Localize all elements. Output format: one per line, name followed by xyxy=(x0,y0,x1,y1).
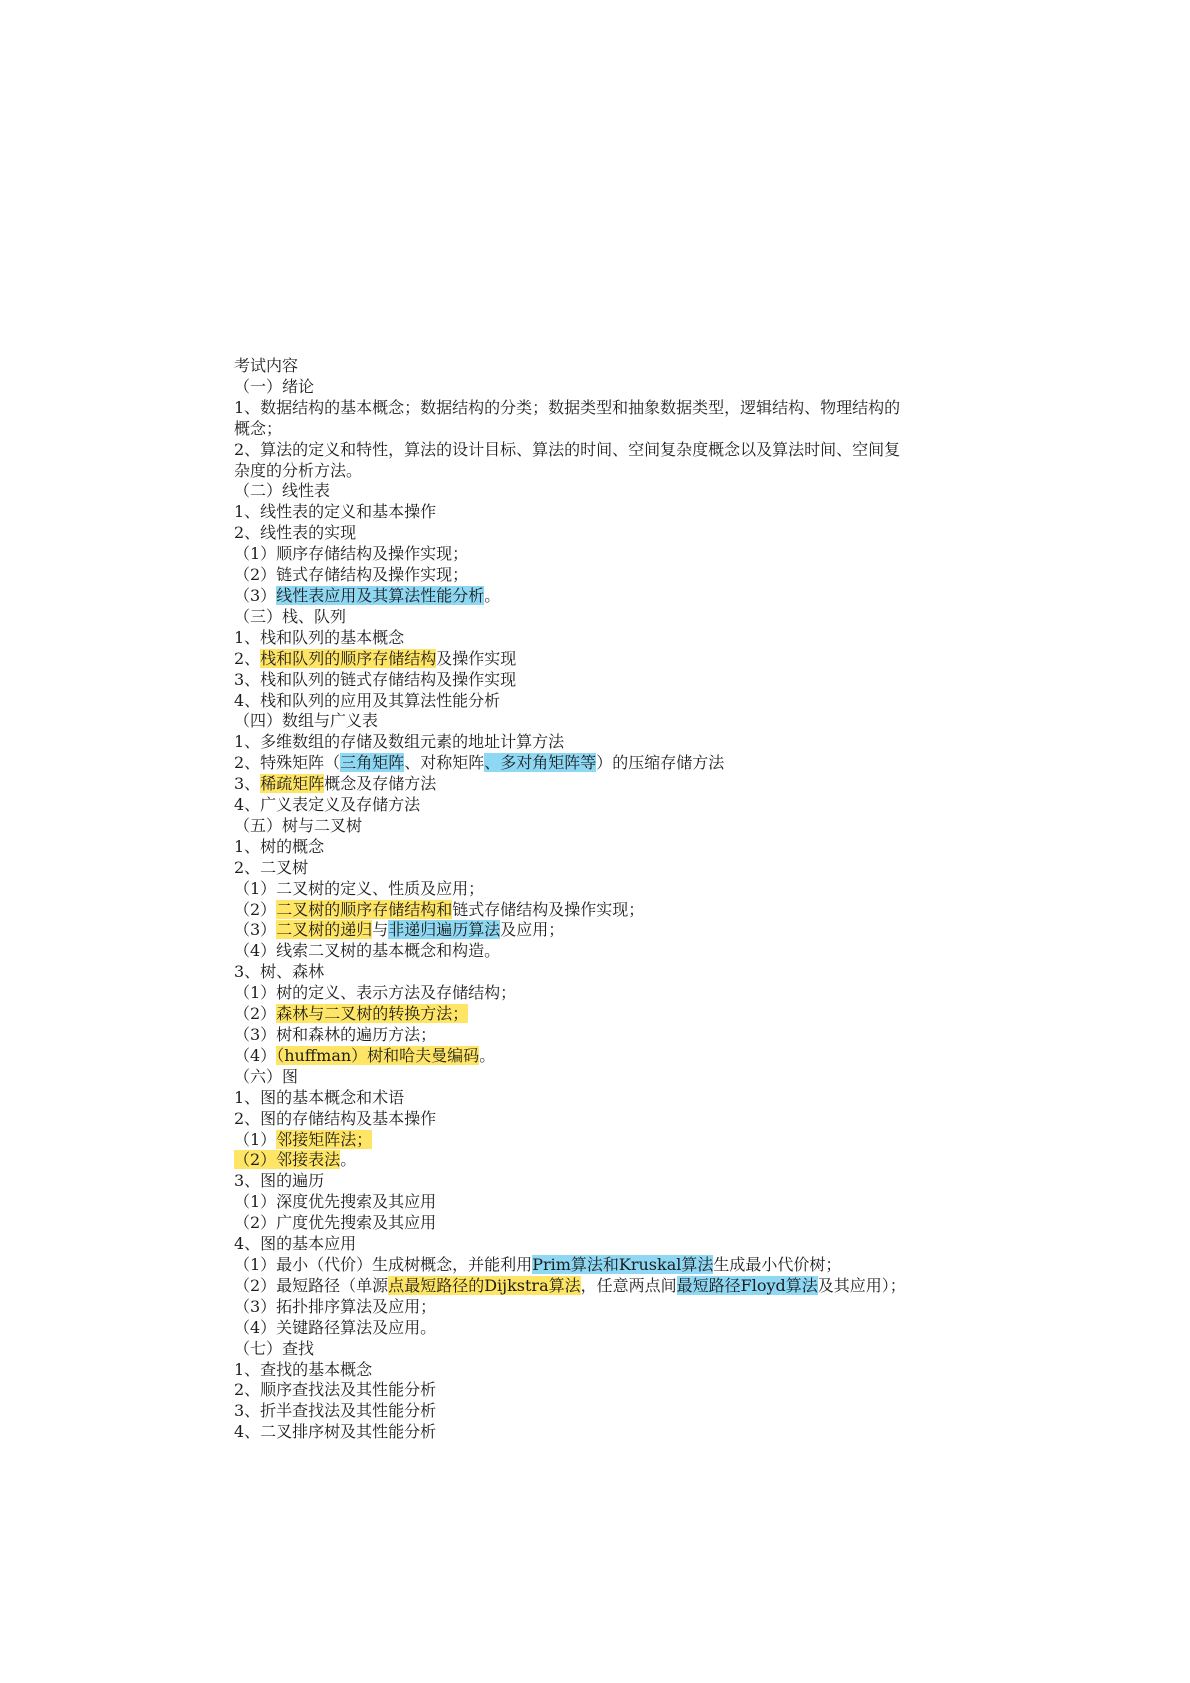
text-segment: 生成最小代价树； xyxy=(713,1254,842,1274)
text-segment: 1、线性表的定义和基本操作 xyxy=(234,502,437,522)
document-line xyxy=(234,670,994,691)
document-line xyxy=(234,795,994,816)
text-segment: 4、广义表定义及存储方法 xyxy=(234,795,421,815)
document-line xyxy=(234,461,994,482)
text-segment: （2）广度优先搜索及其应用 xyxy=(234,1213,437,1233)
text-segment: 。 xyxy=(340,1150,357,1170)
document-line xyxy=(234,481,994,502)
document-line xyxy=(234,628,994,649)
text-segment: 。 xyxy=(484,585,501,605)
document-line xyxy=(234,1276,994,1297)
text-segment: （2） xyxy=(234,899,277,919)
document-line xyxy=(234,774,994,795)
document-line xyxy=(234,649,994,670)
text-segment: 。 xyxy=(479,1045,496,1065)
text-segment: （3） xyxy=(234,920,277,940)
document-line xyxy=(234,1130,994,1151)
text-segment: （六）图 xyxy=(234,1066,299,1086)
document-line xyxy=(234,1339,994,1360)
highlight-yellow: （huffman）树和哈夫曼编码 xyxy=(276,1045,480,1065)
highlight-yellow: 二叉树的递归 xyxy=(276,920,373,940)
highlight-blue: 非递归遍历算法 xyxy=(388,920,501,940)
document-line xyxy=(234,1360,994,1381)
text-segment: 、对称矩阵 xyxy=(404,753,485,773)
document-line xyxy=(234,607,994,628)
text-segment: （3）树和森林的遍历方法； xyxy=(234,1025,437,1044)
text-segment: 与 xyxy=(372,920,389,940)
text-segment: ）的压缩存储方法 xyxy=(596,753,725,773)
document-line xyxy=(234,941,994,962)
text-segment: 4、二叉排序树及其性能分析 xyxy=(234,1422,437,1442)
text-segment: 2、算法的定义和特性，算法的设计目标、算法的时间、空间复杂度概念以及算法时间、空间复 xyxy=(234,439,901,459)
document-line xyxy=(234,1088,994,1109)
text-segment: （一）绪论 xyxy=(234,376,315,396)
text-segment: （3） xyxy=(234,585,277,605)
text-segment: （四）数组与广义表 xyxy=(234,711,379,731)
document-line xyxy=(234,440,994,461)
text-segment: 2、线性表的实现 xyxy=(234,523,357,543)
highlight-blue: 最短路径Floyd算法 xyxy=(676,1275,818,1295)
text-segment: （七）查找 xyxy=(234,1338,315,1358)
document-line xyxy=(234,544,994,565)
document-line xyxy=(234,900,994,921)
text-segment: （1） xyxy=(234,1129,277,1149)
text-segment: （1）树的定义、表示方法及存储结构； xyxy=(234,983,517,1003)
document-line xyxy=(234,377,994,398)
document-line xyxy=(234,1401,994,1422)
text-segment: 2、 xyxy=(234,648,261,668)
document-line xyxy=(234,711,994,732)
text-segment: 1、树的概念 xyxy=(234,836,325,856)
text-segment: 1、查找的基本概念 xyxy=(234,1359,373,1379)
text-segment: 4、图的基本应用 xyxy=(234,1234,357,1254)
document-line xyxy=(234,523,994,544)
document-line xyxy=(234,858,994,879)
document-line xyxy=(234,502,994,523)
document-line xyxy=(234,586,994,607)
text-segment: 杂度的分析方法。 xyxy=(234,460,363,480)
document-line xyxy=(234,983,994,1004)
highlight-yellow: 邻接矩阵法； xyxy=(276,1129,373,1149)
text-segment: （3）拓扑排序算法及应用； xyxy=(234,1296,437,1316)
text-segment: 2、图的存储结构及基本操作 xyxy=(234,1108,437,1128)
document-line xyxy=(234,1171,994,1192)
text-segment: （1）深度优先搜索及其应用 xyxy=(234,1192,437,1212)
text-segment: 1、图的基本概念和术语 xyxy=(234,1087,405,1107)
text-segment: 2、顺序查找法及其性能分析 xyxy=(234,1380,437,1400)
document-line xyxy=(234,732,994,753)
text-segment: 4、栈和队列的应用及其算法性能分析 xyxy=(234,690,501,710)
document-line xyxy=(234,879,994,900)
document-line xyxy=(234,1422,994,1443)
highlight-blue: 线性表应用及其算法性能分析 xyxy=(276,585,485,605)
document-line xyxy=(234,565,994,586)
text-segment: （五）树与二叉树 xyxy=(234,815,363,835)
text-segment: 及操作实现 xyxy=(436,648,517,668)
text-segment: 1、数据结构的基本概念；数据结构的分类；数据类型和抽象数据类型，逻辑结构、物理结构的 xyxy=(234,397,901,417)
highlight-blue: 三角矩阵 xyxy=(340,753,405,773)
text-segment: 3、栈和队列的链式存储结构及操作实现 xyxy=(234,669,517,689)
document-line xyxy=(234,419,994,440)
text-segment: 链式存储结构及操作实现； xyxy=(452,899,645,919)
highlight-blue: 、多对角矩阵等 xyxy=(484,753,597,773)
text-segment: 1、栈和队列的基本概念 xyxy=(234,627,405,647)
text-segment: 3、树、森林 xyxy=(234,962,325,982)
document-page xyxy=(234,356,994,1443)
text-segment: 及应用； xyxy=(500,920,565,940)
document-line xyxy=(234,1318,994,1339)
text-segment: 2、特殊矩阵（ xyxy=(234,753,341,773)
text-segment: （三）栈、队列 xyxy=(234,606,347,626)
highlight-yellow: 栈和队列的顺序存储结构 xyxy=(260,648,437,668)
text-segment: 3、折半查找法及其性能分析 xyxy=(234,1401,437,1421)
document-title: 考试内容 xyxy=(234,356,299,375)
text-segment: （2）链式存储结构及操作实现； xyxy=(234,565,469,585)
text-segment: 3、图的遍历 xyxy=(234,1171,325,1191)
text-segment: （4）线索二叉树的基本概念和构造。 xyxy=(234,941,501,961)
highlight-yellow: 点最短路径的Dijkstra算法 xyxy=(388,1275,581,1295)
highlight-yellow: 森林与二叉树的转换方法； xyxy=(276,1004,469,1024)
document-line xyxy=(234,1192,994,1213)
text-segment: （1）最小（代价）生成树概念，并能利用 xyxy=(234,1254,533,1274)
text-segment: （1）顺序存储结构及操作实现； xyxy=(234,544,469,564)
text-segment: （二）线性表 xyxy=(234,481,331,501)
text-segment: 2、二叉树 xyxy=(234,857,309,877)
document-line xyxy=(234,753,994,774)
document-line xyxy=(234,816,994,837)
document-line xyxy=(234,1255,994,1276)
text-segment: ，任意两点间 xyxy=(580,1275,677,1295)
document-line xyxy=(234,1046,994,1067)
highlight-yellow: 稀疏矩阵 xyxy=(260,774,325,794)
text-segment: （1）二叉树的定义、性质及应用； xyxy=(234,878,485,898)
text-segment: （4） xyxy=(234,1045,277,1065)
document-line xyxy=(234,691,994,712)
text-segment: （4）关键路径算法及应用。 xyxy=(234,1317,437,1337)
document-line xyxy=(234,1067,994,1088)
highlight-yellow: （2）邻接表法 xyxy=(234,1150,341,1170)
document-line xyxy=(234,1213,994,1234)
highlight-blue: Prim算法和Kruskal算法 xyxy=(532,1254,714,1274)
text-segment: （2）最短路径（单源 xyxy=(234,1275,389,1295)
document-line xyxy=(234,1380,994,1401)
text-segment: （2） xyxy=(234,1004,277,1024)
document-line xyxy=(234,1004,994,1025)
document-line xyxy=(234,837,994,858)
document-line xyxy=(234,1025,994,1046)
document-line xyxy=(234,920,994,941)
document-line xyxy=(234,1150,994,1171)
document-line xyxy=(234,398,994,419)
text-segment: 3、 xyxy=(234,774,261,794)
text-segment: 概念； xyxy=(234,418,283,438)
highlight-yellow: 二叉树的顺序存储结构和 xyxy=(276,899,453,919)
text-segment: 及其应用）； xyxy=(817,1275,906,1295)
text-segment: 概念及存储方法 xyxy=(324,774,437,794)
document-line xyxy=(234,1109,994,1130)
document-line xyxy=(234,962,994,983)
document-body xyxy=(234,377,994,1443)
document-line xyxy=(234,1234,994,1255)
text-segment: 1、多维数组的存储及数组元素的地址计算方法 xyxy=(234,732,565,752)
document-line xyxy=(234,1297,994,1318)
